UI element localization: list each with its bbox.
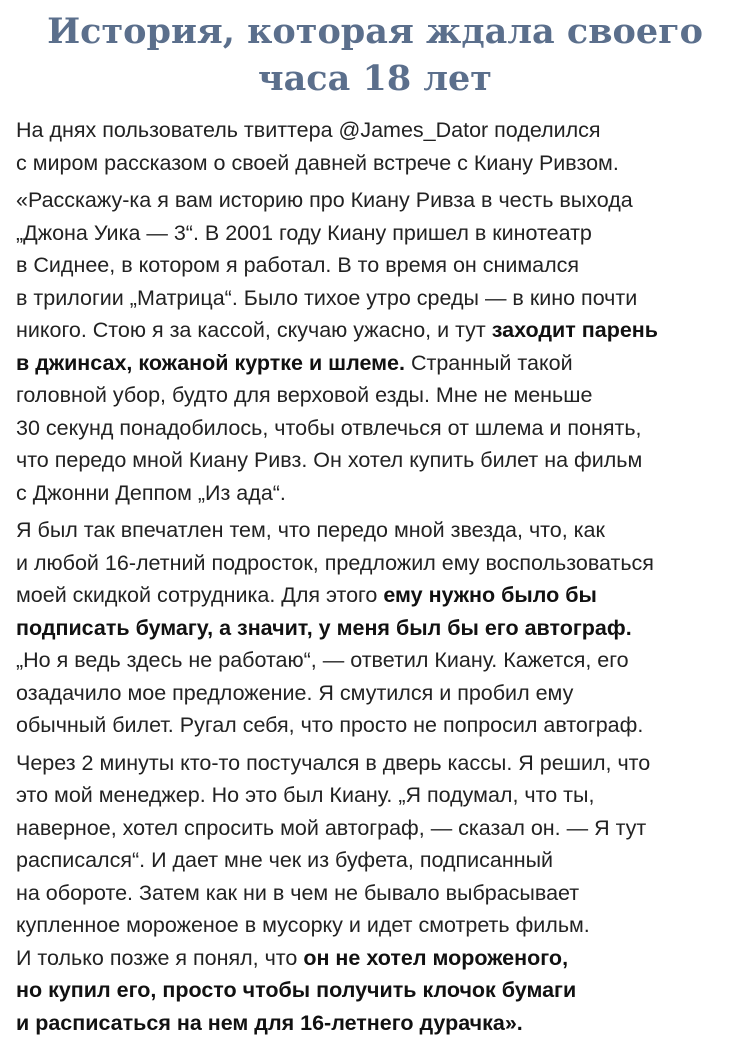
page-title [16, 8, 734, 102]
text-line [16, 779, 734, 812]
text-line [16, 747, 734, 780]
text-line [16, 942, 734, 975]
text-segment: никого. Стою я за кассой, скучаю ужасно, и тут [16, 318, 492, 342]
text-segment: „Но я ведь здесь не работаю“, — ответил Киану. Кажется, его [16, 648, 629, 672]
paragraph [16, 114, 734, 179]
text-segment: на обороте. Затем как ни в чем не бывало выбрасывает [16, 881, 579, 905]
text-line [16, 844, 734, 877]
article-body [16, 114, 734, 1039]
text-segment: Странный такой [405, 351, 573, 375]
text-line [16, 974, 734, 1007]
text-segment: наверное, хотел спросить мой автограф, — сказал он. — Я тут [16, 816, 646, 840]
text-segment: с миром рассказом о своей давней встрече с Киану Ривзом. [16, 151, 619, 175]
bold-text: но купил его, просто чтобы получить клочок бумаги [16, 978, 576, 1002]
text-segment: «Расскажу-ка я вам историю про Киану Ривза в честь выхода [16, 188, 633, 212]
paragraph [16, 747, 734, 1039]
bold-text: и расписаться на нем для 16-летнего дурачка». [16, 1011, 523, 1035]
text-segment: обычный билет. Ругал себя, что просто не попросил автограф. [16, 713, 643, 737]
text-line [16, 249, 734, 282]
text-line [16, 1007, 734, 1039]
text-segment: с Джонни Деппом „Из ада“. [16, 481, 286, 505]
text-segment: Через 2 минуты кто-то постучался в дверь кассы. Я решил, что [16, 751, 650, 775]
text-line [16, 147, 734, 180]
bold-text: он не хотел мороженого, [303, 946, 568, 970]
text-line [16, 514, 734, 547]
text-line [16, 314, 734, 347]
text-segment: 30 секунд понадобилось, чтобы отвлечься от шлема и понять, [16, 416, 642, 440]
text-line [16, 677, 734, 710]
paragraph [16, 514, 734, 742]
bold-text: ему нужно было бы [383, 583, 597, 607]
bold-text: заходит парень [492, 318, 658, 342]
text-segment: расписался“. И дает мне чек из буфета, подписанный [16, 848, 553, 872]
text-line [16, 547, 734, 580]
text-segment: И только позже я понял, что [16, 946, 303, 970]
text-line [16, 347, 734, 380]
text-segment: Я был так впечатлен тем, что передо мной звезда, что, как [16, 518, 605, 542]
title-line: часа 18 лет [16, 55, 734, 102]
text-line [16, 877, 734, 910]
text-line [16, 644, 734, 677]
title-line: История, которая ждала своего [16, 8, 734, 55]
text-segment: головной убор, будто для верховой езды. Мне не меньше [16, 383, 592, 407]
text-line [16, 444, 734, 477]
text-line [16, 412, 734, 445]
text-segment: в трилогии „Матрица“. Было тихое утро среды — в кино почти [16, 286, 637, 310]
text-segment: в Сиднее, в котором я работал. В то время он снимался [16, 253, 579, 277]
text-segment: это мой менеджер. Но это был Киану. „Я подумал, что ты, [16, 783, 594, 807]
text-line [16, 477, 734, 510]
bold-text: подписать бумагу, а значит, у меня был бы его автограф. [16, 616, 632, 640]
text-segment: купленное мороженое в мусорку и идет смотреть фильм. [16, 913, 590, 937]
text-line [16, 184, 734, 217]
text-segment: моей скидкой сотрудника. Для этого [16, 583, 383, 607]
bold-text: в джинсах, кожаной куртке и шлеме. [16, 351, 405, 375]
text-line [16, 282, 734, 315]
text-line [16, 812, 734, 845]
text-line [16, 114, 734, 147]
text-line [16, 217, 734, 250]
text-segment: и любой 16-летний подросток, предложил ему воспользоваться [16, 551, 654, 575]
paragraph [16, 184, 734, 509]
text-segment: На днях пользователь твиттера @James_Dator поделился [16, 118, 601, 142]
text-line [16, 379, 734, 412]
text-line [16, 612, 734, 645]
text-line [16, 909, 734, 942]
text-line [16, 709, 734, 742]
text-segment: озадачило мое предложение. Я смутился и пробил ему [16, 681, 573, 705]
text-segment: „Джона Уика — 3“. В 2001 году Киану пришел в кинотеатр [16, 221, 592, 245]
text-line [16, 579, 734, 612]
text-segment: что передо мной Киану Ривз. Он хотел купить билет на фильм [16, 448, 642, 472]
